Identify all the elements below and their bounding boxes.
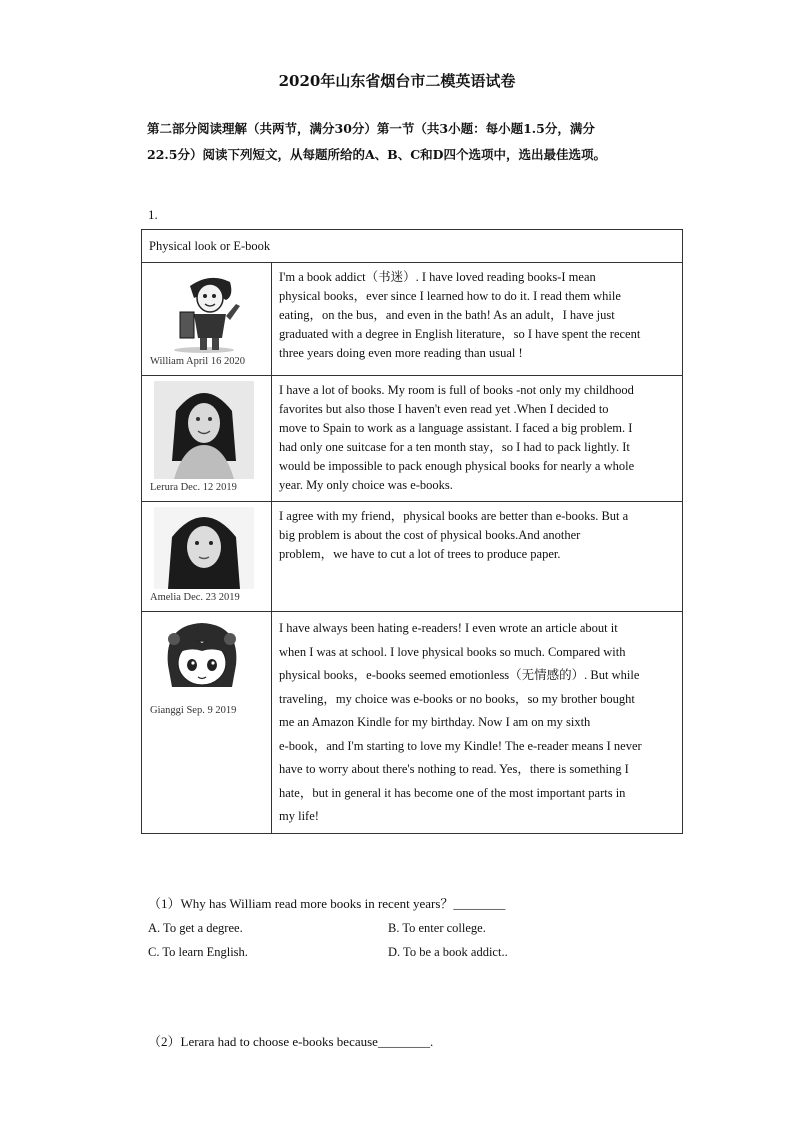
question-1-stem: （1）Why has William read more books in recent years？________ bbox=[148, 896, 506, 911]
text-line: move to Spain to work as a language assistant. I faced a big problem. I bbox=[279, 421, 633, 435]
text-line: year. My only choice was e-books. bbox=[279, 478, 453, 492]
table-row bbox=[142, 502, 683, 612]
question-1-option-d[interactable]: D. To be a book addict.. bbox=[388, 945, 508, 959]
text-line: me an Amazon Kindle for my birthday. Now I am on my sixth bbox=[279, 715, 591, 729]
william-picture bbox=[150, 268, 262, 371]
anime-girl-image bbox=[152, 617, 252, 701]
text-line: physical books，ever since I learned how to do it. I read them while bbox=[279, 289, 621, 303]
text-line: when I was at school. I love physical books so much. Compared with bbox=[279, 644, 626, 659]
photo-caption: Amelia Dec. 23 2019 bbox=[150, 592, 240, 603]
text-line: I have a lot of books. My room is full of books -not only my childhood bbox=[279, 383, 634, 397]
photo-caption: Lerura Dec. 12 2019 bbox=[150, 482, 237, 493]
photo-caption: William April 16 2020 bbox=[150, 356, 245, 367]
text-line: I'm a book addict（书迷）. I have loved reading books-I mean bbox=[279, 270, 596, 284]
text-line: would be impossible to pack enough physical books for nearly a whole bbox=[279, 459, 635, 473]
page-title: 2020年山东省烟台市二模英语试卷 bbox=[278, 72, 516, 90]
question-1-option-b[interactable]: B. To enter college. bbox=[388, 921, 486, 935]
text-line: physical books，e-books seemed emotionless（无情感的）. But while bbox=[279, 668, 640, 682]
table-row bbox=[142, 376, 683, 502]
question-1-option-a[interactable]: A. To get a degree. bbox=[148, 921, 243, 935]
photo-caption: Gianggi Sep. 9 2019 bbox=[150, 705, 237, 716]
section-instructions bbox=[147, 116, 687, 168]
text-line: big problem is about the cost of physical books.And another bbox=[279, 528, 581, 542]
reading-table bbox=[141, 229, 683, 834]
text-line: traveling，my choice was e-books or no books，so my brother bought bbox=[279, 691, 635, 706]
text-line: eating，on the bus，and even in the bath! As an adult，I have just bbox=[279, 308, 615, 322]
table-row bbox=[142, 263, 683, 376]
passage-gianggi bbox=[272, 612, 683, 834]
text-line: graduated with a degree in English literature，so I have spent the recent bbox=[279, 327, 641, 341]
text-line: problem，we have to cut a lot of trees to produce paper. bbox=[279, 547, 561, 561]
question-number: 1. bbox=[148, 207, 158, 222]
passage-william bbox=[272, 263, 683, 376]
instructions-line-1: 第二部分阅读理解（共两节，满分30分）第一节（共3小题：每小题1.5分，满分 bbox=[147, 121, 595, 136]
cartoon-boy-image bbox=[150, 268, 262, 354]
text-line: had only one suitcase for a ten month stay，so I had to pack lightly. It bbox=[279, 440, 630, 454]
question-1-option-c[interactable]: C. To learn English. bbox=[148, 945, 248, 959]
text-line: have to worry about there's nothing to read. Yes，there is something I bbox=[279, 762, 629, 776]
table-header: Physical look or E-book bbox=[142, 230, 683, 263]
text-line: favorites but also those I haven't even read yet .When I decided to bbox=[279, 402, 609, 416]
text-line: I have always been hating e-readers! I even wrote an article about it bbox=[279, 621, 618, 635]
text-line: three years doing even more reading than usual ! bbox=[279, 346, 523, 360]
passage-amelia bbox=[272, 502, 683, 612]
girl-photo-image bbox=[154, 507, 254, 589]
instructions-line-2: 22.5分）阅读下列短文，从每题所给的A、B、C和D四个选项中，选出最佳选项。 bbox=[147, 147, 606, 162]
question-2-stem: （2）Lerara had to choose e-books because________. bbox=[148, 1034, 434, 1049]
passage-lerura bbox=[272, 376, 683, 502]
woman-photo-image bbox=[154, 381, 254, 479]
gianggi-picture bbox=[150, 617, 262, 720]
lerura-picture bbox=[150, 381, 262, 497]
text-line: e-book，and I'm starting to love my Kindle! The e-reader means I never bbox=[279, 738, 642, 753]
amelia-picture bbox=[150, 507, 262, 607]
text-line: hate，but in general it has become one of the most important parts in bbox=[279, 785, 626, 800]
text-line: my life! bbox=[279, 809, 319, 823]
text-line: I agree with my friend，physical books are better than e-books. But a bbox=[279, 509, 629, 523]
table-row bbox=[142, 612, 683, 834]
